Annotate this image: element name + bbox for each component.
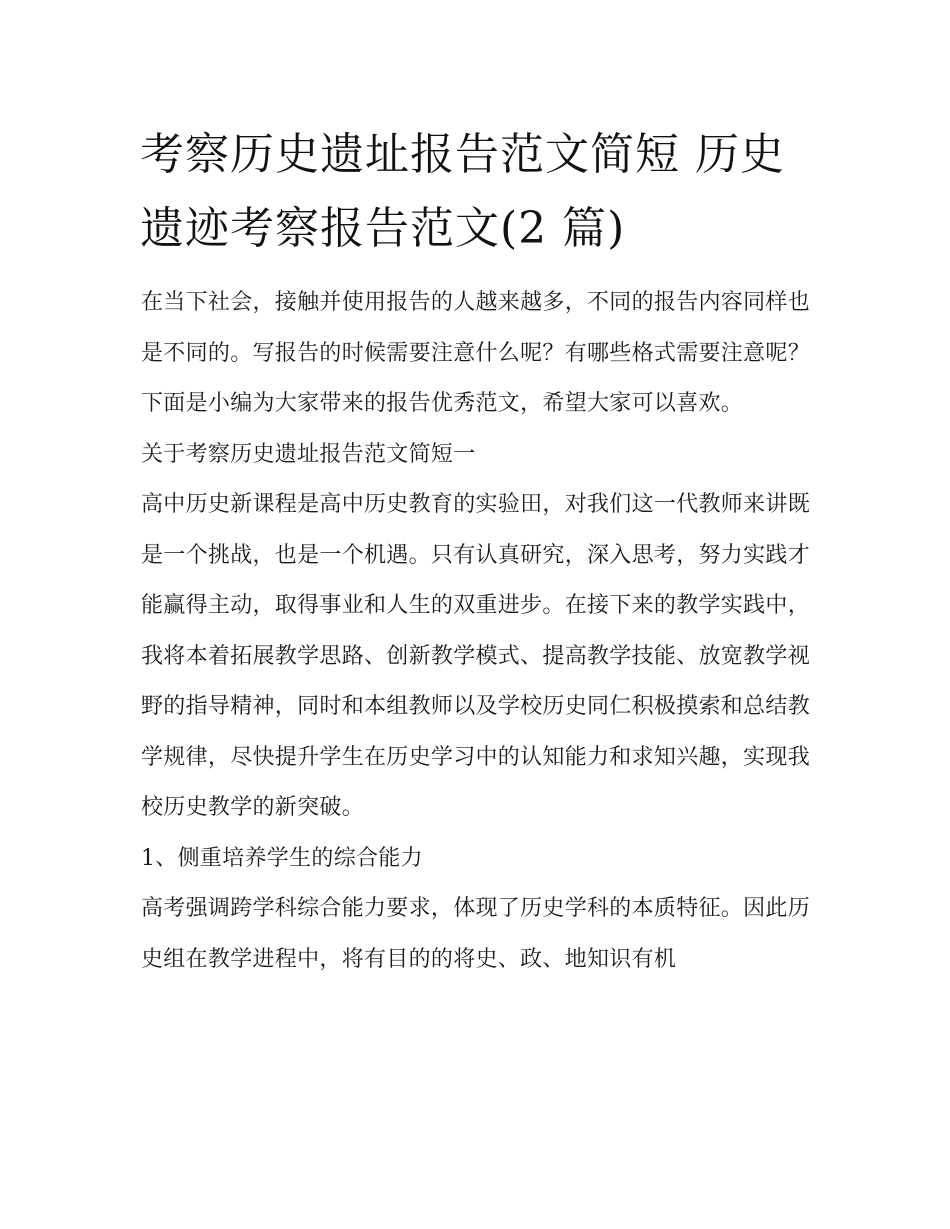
body-paragraph: 高考强调跨学科综合能力要求，体现了历史学科的本质特征。因此历史组在教学进程中，将有目的的将史、政、地知识有机 bbox=[141, 896, 811, 972]
subsection-heading: 1、侧重培养学生的综合能力 bbox=[141, 845, 423, 871]
document-title: 考察历史遗址报告范文简短 历史遗迹考察报告范文(2 篇) bbox=[140, 129, 785, 254]
document-body bbox=[141, 278, 813, 985]
body-paragraph: 高中历史新课程是高中历史教育的实验田，对我们这一代教师来讲既是一个挑战，也是一个机遇。只有认真研究，深入思考，努力实践才能赢得主动，取得事业和人生的双重进步。在接下来的教学实践中，我将本着拓展教学思路、创新教学模式、提高教学技能、放宽教学视野的指导精神，同时和本组教师以及学校历史同仁积极摸索和总结教学规律，尽快提升学生在历史学习中的认知能力和求知兴趣，实现我校历史教学的新突破。 bbox=[141, 492, 811, 820]
intro-paragraph: 在当下社会，接触并使用报告的人越来越多，不同的报告内容同样也是不同的。写报告的时候需要注意什么呢？有哪些格式需要注意呢？下面是小编为大家带来的报告优秀范文，希望大家可以喜欢。 bbox=[141, 290, 811, 416]
section-heading: 关于考察历史遗址报告范文简短一 bbox=[141, 441, 476, 467]
